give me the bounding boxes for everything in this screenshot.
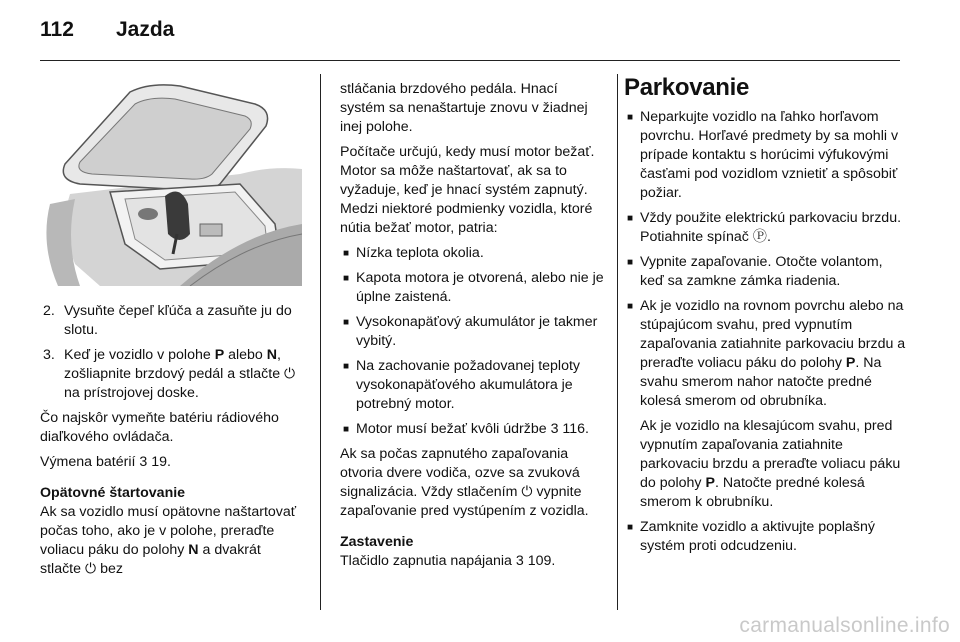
subheading: Zastavenie	[340, 534, 414, 550]
key-slot-illustration	[40, 74, 302, 286]
parking-brake-icon: Ⓟ	[752, 229, 767, 245]
power-icon: ⏻	[521, 484, 533, 500]
step-text: Vysuňte čepeľ kľúča a zasuňte ju do slotu.	[64, 303, 292, 338]
list-item-continuation: Ak je vozidlo na klesajúcom svahu, pred vypnutím zapaľovania zatiahnite parkovaciu brzdu a preraďte voliacu páku do polohy P. Natočte predné kolesá smerom k obrubníku.	[640, 418, 901, 510]
paragraph: stláčania brzdového pedála. Hnací systém sa nenaštartuje znovu v žiadnej inej polohe.	[340, 81, 588, 135]
power-icon: ⏻	[84, 561, 97, 577]
column-1	[40, 74, 302, 585]
bullet-icon: ■	[343, 248, 350, 259]
bullet-icon: ■	[627, 301, 634, 312]
step-number: 3.	[43, 347, 55, 363]
list-item: ■ Neparkujte vozidlo na ľahko horľavom povrchu. Horľavé predmety by sa mohli v prípade kontaktu s horúcimi výfukovými časťami pod vozidlom vznietiť a spôsobiť požiar.	[624, 108, 908, 203]
list-item	[40, 346, 302, 403]
page-number: 112	[40, 18, 74, 41]
paragraph: Ak sa vozidlo musí opätovne naštartovať počas toho, ako je v polohe, preraďte voliacu páku do polohy N a dvakrát stlačte ⏻ bez	[40, 504, 297, 577]
list-item: ■ Vždy použite elektrickú parkovaciu brzdu. Potiahnite spínač Ⓟ.	[624, 209, 908, 247]
page-ref-arrow-icon: 3	[139, 454, 148, 470]
bullet-icon: ■	[343, 273, 350, 284]
column-divider	[320, 74, 321, 610]
bullet-icon: ■	[627, 522, 634, 533]
bullet-icon: ■	[343, 317, 350, 328]
page-ref-arrow-icon: 3	[550, 421, 559, 437]
list-item: ■ Ak je vozidlo na rovnom povrchu alebo na stúpajúcom svahu, pred vypnutím zapaľovania zatiahnite parkovaciu brzdu a preraďte voliacu páku do polohy P. Na svahu smerom nahor natočte predné kolesá smerom od obrubníka.	[624, 297, 908, 411]
watermark: carmanualsonline.info	[739, 614, 950, 637]
header-rule	[40, 60, 900, 61]
page-header	[40, 18, 174, 48]
key-slot-drawing	[40, 74, 302, 286]
list-item: ■ Nízka teplota okolia.	[340, 244, 606, 263]
list-item: ■ Vysokonapäťový akumulátor je takmer vybitý.	[340, 313, 606, 351]
list-item: ■ Motor musí bežať kvôli údržbe 3 116.	[340, 420, 606, 439]
section-heading: Parkovanie	[624, 74, 750, 101]
list-item: ■ Kapota motora je otvorená, alebo nie je úplne zaistená.	[340, 269, 606, 307]
list-item: ■ Vypnite zapaľovanie. Otočte volantom, keď sa zamkne zámka riadenia.	[624, 253, 908, 291]
steps-list	[40, 302, 302, 403]
bullet-icon: ■	[627, 112, 634, 123]
paragraph: Ak sa počas zapnutého zapaľovania otvoria dvere vodiča, ozve sa zvuková signalizácia. Vždy stlačením ⏻ vypnite zapaľovanie pred vystúpením z vozidla.	[340, 446, 589, 519]
list-item: ■ Na zachovanie požadovanej teploty vysokonapäťového akumulátora je potrebný motor.	[340, 357, 606, 414]
step-text: Keď je vozidlo v polohe P alebo N, zošliapnite brzdový pedál a stlačte ⏻ na prístrojovej doske.	[64, 347, 296, 401]
column-divider	[617, 74, 618, 610]
bullet-icon: ■	[627, 213, 634, 224]
subheading: Opätovné štartovanie	[40, 485, 186, 501]
paragraph: Čo najskôr vymeňte batériu rádiového diaľkového ovládača.	[40, 410, 279, 445]
paragraph: Počítače určujú, kedy musí motor bežať. Motor sa môže naštartovať, ak sa to vyžaduje, keď je hnací systém zapnutý. Medzi niektoré podmienky vozidla, ktoré nútia bežať motor, patria:	[340, 144, 595, 236]
paragraph: Tlačidlo zapnutia napájania 3 109.	[340, 553, 556, 569]
section-title: Jazda	[116, 18, 175, 41]
bullet-icon: ■	[627, 257, 634, 268]
column-3	[624, 74, 908, 562]
list-item: ■ Zamknite vozidlo a aktivujte poplašný systém proti odcudzeniu.	[624, 518, 908, 556]
paragraph: Výmena batérií 3 19.	[40, 454, 171, 470]
page-ref-arrow-icon: 3	[515, 553, 524, 569]
bullet-icon: ■	[343, 424, 350, 435]
list-item	[40, 302, 302, 340]
power-icon: ⏻	[284, 366, 296, 382]
bullet-icon: ■	[343, 361, 350, 372]
step-number: 2.	[43, 303, 55, 319]
column-2	[340, 80, 606, 577]
